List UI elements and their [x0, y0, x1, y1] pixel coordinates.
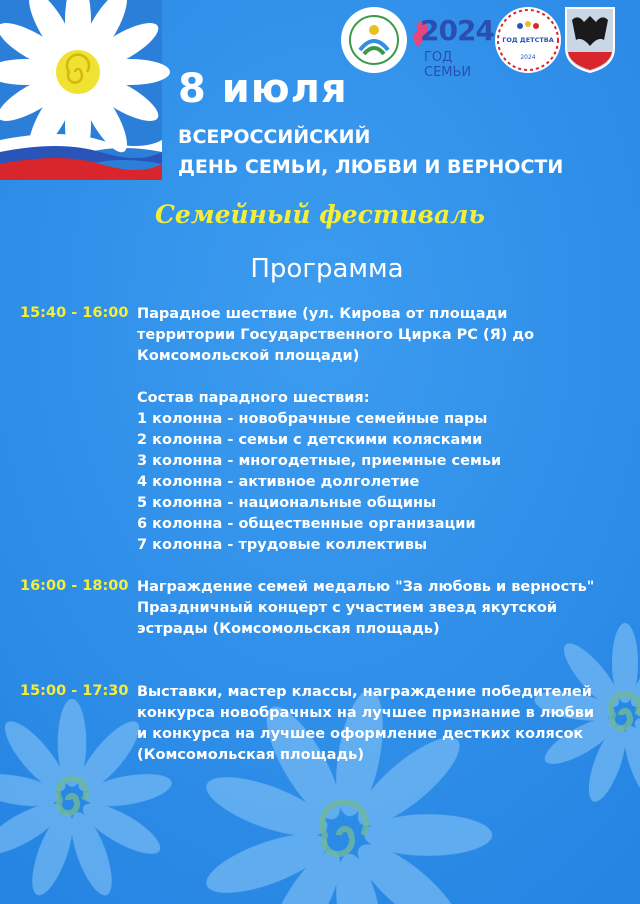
program-time-2: 16:00 - 18:00: [20, 578, 129, 594]
program-title: Программа: [250, 254, 404, 284]
year-of-childhood-logo: [494, 6, 562, 74]
date-heading: 8 июля: [178, 66, 348, 112]
program-desc-3: Выставки, мастер классы, награждение победителей конкурса новобрачных на лучшее признание в любви и конкурса на лучшее оформление дестких колясок (Комсомольская площадь): [137, 684, 595, 763]
festival-title: Семейный фестиваль: [155, 200, 485, 229]
childhood-year: 2024: [520, 54, 536, 61]
year-of-family-logo: [412, 12, 494, 80]
year-caption: ГОД СЕМЬИ: [424, 50, 472, 80]
program-time-3: 15:00 - 17:30: [20, 683, 129, 699]
ministry-logo: [340, 6, 408, 74]
yakutsk-coat-of-arms: [564, 6, 616, 74]
program-time-1: 15:40 - 16:00: [20, 305, 129, 321]
chamomile-logo-panel: [0, 0, 170, 180]
year-number: 2024: [420, 14, 494, 47]
program-desc-1: Парадное шествие (ул. Кирова от площади территории Государственного Цирка РС (Я) до Комсомольской площади) Состав парадного шествия: 1 колонна - новобрачные семейные пары 2 колонна - семьи с детскими колясками 3 колонна - многодетные, приемные семьи 4 колонна - активное долголетие 5 колонна - национальные общины 6 колонна - общественные организации 7 колонна - трудовые коллективы: [137, 306, 535, 553]
subtitle-line-1: ВСЕРОССИЙСКИЙ: [178, 126, 371, 148]
program-desc-2: Награждение семей медалью "За любовь и верность" Праздничный концерт с участием звезд якутской эстрады (Комсомольская площадь): [137, 579, 595, 637]
subtitle-line-2: ДЕНЬ СЕМЬИ, ЛЮБВИ И ВЕРНОСТИ: [178, 156, 564, 178]
holiday-subtitle: [178, 122, 563, 182]
childhood-caption: ГОД ДЕТСТВА: [502, 36, 554, 44]
